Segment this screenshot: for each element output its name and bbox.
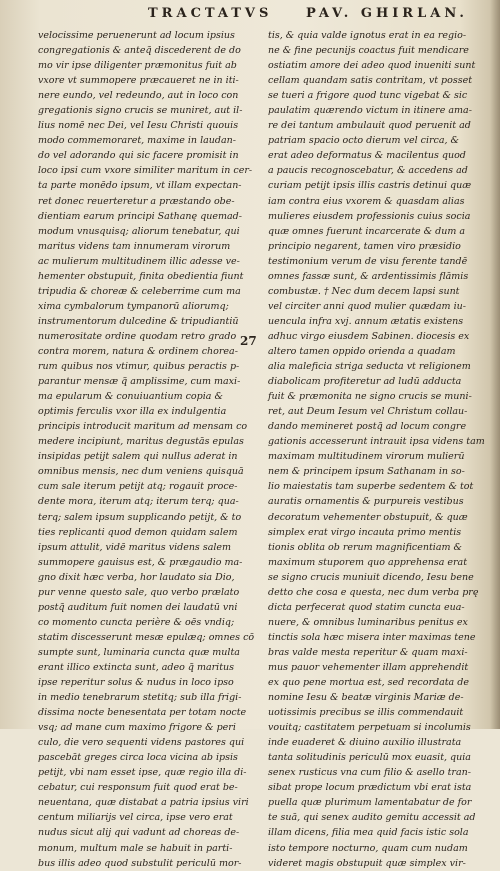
- text-line: ne & fine pecunijs coactus fuit mendicare: [268, 45, 469, 57]
- text-line: ac mulierum multitudinem illic adesse ve-: [38, 255, 240, 267]
- text-line: cebatur, cui responsum fuit quod erat be-: [38, 782, 238, 794]
- text-line: bus illis adeo quod substulit periculū mor-: [38, 857, 242, 869]
- text-line: mus pauor vehementer illam apprehendit: [268, 661, 469, 673]
- text-line: postq̃ auditum fuit nomen dei laudatū vni: [38, 601, 238, 613]
- text-line: simplex erat virgo incauta primo mentis: [268, 526, 462, 538]
- text-column-left: [38, 28, 256, 869]
- text-line: principio negarent, tamen viro præsidio: [268, 240, 461, 252]
- text-line: numerositate ordine quodam retro grado: [38, 330, 237, 342]
- running-header-left: TRACTATVS: [148, 6, 273, 21]
- text-line: gregationis signo crucis se muniret, aut il-: [38, 105, 243, 117]
- text-line: instrumentorum dulcedine & tripudiantiū: [38, 315, 239, 327]
- text-line: tis, & quia valde ignotus erat in ea regio-: [268, 30, 467, 41]
- text-line: tripudia & choreæ & celeberrime cum ma: [38, 285, 241, 297]
- text-line: combustæ. † Nec dum decem lapsi sunt: [268, 285, 460, 297]
- text-line: ret, aut Deum Iesum vel Christum collau-: [268, 406, 468, 418]
- text-line: mulieres eiusdem professionis cuius socia: [268, 210, 471, 222]
- text-line: decoratum vehementer obstupuit, & quæ: [268, 511, 468, 523]
- running-header: [0, 6, 500, 28]
- text-line: modum vnusquisq; aliorum tenebatur, qui: [38, 225, 240, 237]
- running-header-right: PAV. GHIRLAN.: [306, 6, 468, 21]
- text-line: dando memineret postq̃ ad locum congre: [268, 421, 467, 433]
- text-line: modo commemoraret, maxime in laudan-: [38, 135, 236, 147]
- text-line: neuentana, quæ distabat a patria ipsius viri: [38, 797, 249, 809]
- text-line: erat adeo deformatus & macilentus quod: [268, 150, 466, 162]
- text-line: patriam spacio octo dierum vel circa, &: [268, 135, 460, 147]
- text-line: parantur mensæ q̃ amplissime, cum maxi-: [38, 376, 241, 388]
- text-line: fuit & præmonita ne signo crucis se muni-: [268, 391, 472, 403]
- text-line: bras valde mesta reperitur & quam maxi-: [268, 646, 468, 658]
- text-line: dicta perfecerat quod statim cuncta eua-: [268, 601, 465, 613]
- text-line: vouitq; castitatem perpetuam si incolumis: [268, 722, 471, 734]
- text-line: lius nomē nec Dei, vel Iesu Christi quouis: [38, 120, 239, 132]
- text-line: tionis oblita ob rerum magnificentiam &: [268, 541, 462, 553]
- text-line: sumpte sunt, luminaria cuncta quæ multa: [38, 646, 240, 658]
- text-line: in medio tenebrarum stetitq; sub illa frigi-: [38, 692, 242, 704]
- text-line: videret magis obstupuit quæ simplex vir-: [268, 857, 466, 869]
- text-line: contra morem, natura & ordinem chorea-: [38, 345, 238, 357]
- text-line: tinctis sola hæc misera inter maximas tene: [268, 631, 476, 643]
- text-line: ta parte monēdo ipsum, vt illam expectan-: [38, 180, 242, 192]
- text-line: altero tamen oppido orienda a quadam: [268, 345, 456, 357]
- text-line: se tueri a frigore quod tunc vigebat & sic: [268, 90, 468, 102]
- text-line: optimis ferculis vxor illa ex indulgentia: [38, 406, 227, 418]
- text-line: cellam quandam satis contritam, vt posset: [268, 75, 473, 87]
- text-line: cum sale iterum petijt atq; rogauit proce-: [38, 481, 238, 493]
- text-line: sibat prope locum prædictum vbi erat ista: [268, 782, 472, 794]
- text-line: quæ omnes fuerunt incarcerate & dum a: [268, 225, 466, 237]
- text-column-right: [268, 28, 485, 869]
- text-line: tanta solitudinis periculū mox euasit, quia: [268, 752, 471, 764]
- text-line: inde euaderet & diuino auxilio illustrata: [268, 737, 462, 749]
- text-line: principis introducit maritum ad mensam co: [38, 421, 248, 433]
- text-line: nudus sicut alij qui vadunt ad choreas de-: [38, 827, 240, 839]
- text-line: insipidas petijt salem qui nullus aderat in: [38, 451, 238, 463]
- text-line: culo, die vero sequenti videns pastores qui: [38, 737, 245, 749]
- text-line: ret donec reuerteretur a præstando obe-: [38, 195, 235, 207]
- text-line: gationis accesserunt intrauit ipsa videns tam: [268, 436, 485, 448]
- text-line: monum, multum male se habuit in parti-: [38, 842, 233, 854]
- text-line: ex quo pene mortua est, sed recordata de: [268, 677, 469, 689]
- text-line: vel circiter anni quod mulier quædam iu-: [268, 300, 466, 312]
- text-line: iam contra eius vxorem & quasdam alias: [268, 195, 465, 207]
- text-line: gno dixit hæc verba, hor laudato sia Dio,: [38, 571, 235, 583]
- text-line: illam dicens, filia mea quid facis istic sola: [268, 827, 469, 839]
- text-line: velocissime peruenerunt ad locum ipsius: [38, 30, 235, 41]
- text-line: ties replicanti quod demon quidam salem: [38, 526, 238, 538]
- text-line: ma epularum & conuiuantium copia &: [38, 391, 223, 403]
- text-line: mo vir ipse diligenter præmonitus fuit ab: [38, 60, 237, 72]
- text-line: vxore vt summopere præcaueret ne in iti-: [38, 75, 239, 87]
- text-line: puella quæ plurimum lamentabatur de for: [268, 797, 472, 809]
- text-line: dissima nocte benesentata per totam nocte: [38, 707, 247, 719]
- text-line: re dei tantum ambulauit quod peruenit ad: [268, 120, 471, 132]
- text-line: ipsum attulit, vidē maritus videns salem: [38, 541, 232, 553]
- text-line: xima cymbalorum tympanorū aliorumq;: [38, 300, 229, 312]
- page-gutter-shadow: [490, 0, 500, 729]
- text-line: omnes fassæ sunt, & ardentissimis flāmis: [268, 270, 469, 282]
- text-line: petijt, vbi nam esset ipse, quæ regio illa di-: [38, 767, 247, 779]
- text-line: vsq; ad mane cum maximo frigore & peri: [38, 722, 236, 734]
- text-line: detto che cosa e questa, nec dum verba prę: [268, 586, 479, 598]
- text-line: hementer obstupuit, finita obedientia fiunt: [38, 270, 244, 282]
- text-line: maximam multitudinem virorum mulierū: [268, 451, 465, 463]
- text-line: nuere, & omnibus luminaribus penitus ex: [268, 616, 468, 628]
- text-line: co momento cuncta perière & oēs vndiq;: [38, 616, 235, 628]
- text-line: pascebāt greges circa loca vicina ab ipsis: [38, 752, 238, 764]
- text-line: dientiam earum principi Sathanę quemad-: [38, 210, 242, 222]
- text-line: auratis ornamentis & purpureis vestibus: [268, 496, 464, 508]
- text-line: do vel adorando qui sic facere promisit in: [38, 150, 239, 162]
- marginal-number: 27: [240, 334, 257, 348]
- text-line: nem & principem ipsum Sathanam in so-: [268, 466, 465, 478]
- text-line: omnibus mensis, nec dum veniens quisquā: [38, 466, 244, 478]
- text-line: summopere gauisus est, & prægaudio ma-: [38, 556, 243, 568]
- text-line: medere incipiunt, maritus degustās epulas: [38, 436, 244, 448]
- text-line: alia maleficia striga seducta vt religionem: [268, 361, 471, 373]
- text-line: ipse reperitur solus & nudus in loco ipso: [38, 677, 234, 689]
- text-line: rum quibus nos vtimur, quibus peractis p-: [38, 361, 240, 373]
- text-line: senex rusticus vna cum filio & asello tran-: [268, 767, 471, 779]
- text-line: uotissimis precibus se illis commendauit: [268, 707, 464, 719]
- text-line: terq; salem ipsum supplicando petijt, & to: [38, 511, 242, 523]
- text-line: nere eundo, vel redeundo, aut in loco con: [38, 90, 239, 102]
- text-line: congregationis & anteq̃ discederent de do: [38, 45, 241, 57]
- text-line: se signo crucis muniuit dicendo, Iesu bene: [268, 571, 474, 583]
- text-line: dente mora, iterum atq; iterum terq; qua-: [38, 496, 239, 508]
- text-line: centum miliarijs vel circa, ipse vero erat: [38, 812, 233, 824]
- text-line: adhuc virgo eiusdem Sabinen. diocesis ex: [268, 330, 470, 342]
- text-line: pur venne questo sale, quo verbo prælato: [38, 586, 240, 598]
- text-line: paulatim quærendo victum in itinere ama-: [268, 105, 472, 117]
- text-line: lio maiestatis tam superbe sedentem & tot: [268, 481, 474, 493]
- text-line: statim discesserunt mesæ epulæq; omnes cō: [38, 631, 255, 643]
- text-line: te suā, qui senex audito gemitu accessit ad: [268, 812, 476, 824]
- text-line: curiam petijt ipsis illis castris detinui quæ: [268, 180, 472, 192]
- text-line: diabolicam profiteretur ad ludū adducta: [268, 376, 462, 388]
- text-line: a paucis recognoscebatur, & accedens ad: [268, 165, 468, 177]
- text-line: loco ipsi cum vxore similiter maritum in cer-: [38, 165, 253, 177]
- text-line: erant illico extincta sunt, adeo q̃ maritus: [38, 661, 235, 673]
- text-line: maritus videns tam innumeram virorum: [38, 240, 231, 252]
- text-line: ostiatim amore dei adeo quod inueniti sunt: [268, 60, 476, 72]
- text-line: nomine Iesu & beatæ virginis Mariæ de-: [268, 692, 464, 704]
- text-line: isto tempore nocturno, quam cum nudam: [268, 842, 468, 854]
- text-line: maximum stuporem quo apprehensa erat: [268, 556, 468, 568]
- text-line: uencula infra xvj. annum ætatis existens: [268, 315, 464, 327]
- text-line: testimonium verum de visu ferente tandē: [268, 255, 468, 267]
